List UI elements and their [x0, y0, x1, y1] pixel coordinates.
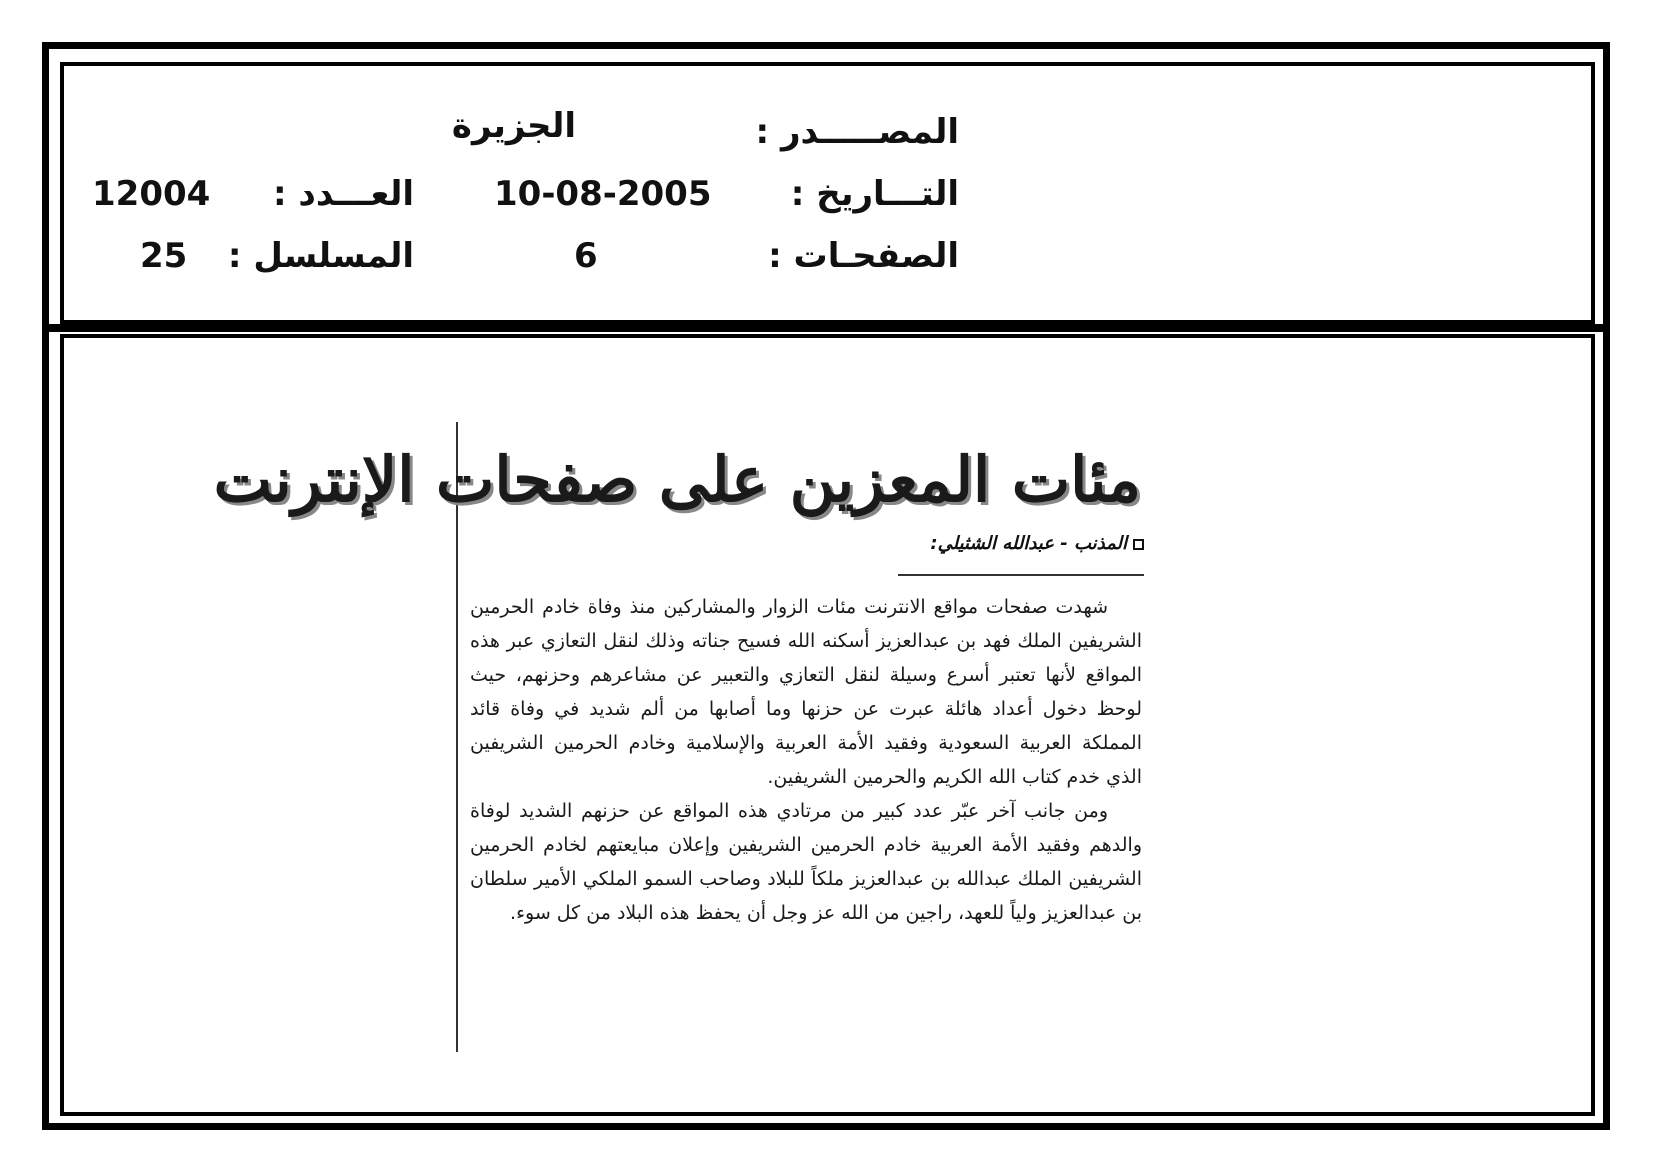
byline-text: المذنب - عبدالله الشثيلي:	[930, 533, 1127, 554]
date-value: 10-08-2005	[494, 174, 712, 214]
issue-value: 12004	[92, 174, 211, 214]
article-byline	[930, 530, 1144, 558]
square-bullet-icon	[1133, 539, 1144, 550]
date-label: التـــاريخ :	[790, 174, 959, 214]
serial-label: المسلسل :	[227, 236, 414, 276]
serial-value: 25	[140, 236, 188, 276]
pages-value: 6	[574, 236, 598, 276]
header-divider	[49, 324, 1603, 332]
issue-label: العـــدد :	[273, 174, 414, 214]
article-paragraph: شهدت صفحات مواقع الانترنت مئات الزوار والمشاركين منذ وفاة خادم الحرمين الشريفين الملك فهد بن عبدالعزيز أسكنه الله فسيح جناته وذلك لنقل التعازي عبر هذه المواقع لأنها تعتبر أسرع وسيلة لنقل التعازي والتعبير عن مشاعرهم وحزنهم، حيث لوحظ دخول أعداد هائلة عبرت عن حزنها وما أصابها من ألم شديد في وفاة قائد المملكة العربية السعودية وفقيد الأمة العربية والإسلامية وخادم الحرمين الشريفين الذي خدم كتاب الله الكريم والحرمين الشريفين.	[470, 596, 1142, 788]
pages-label: الصفحـات :	[768, 236, 959, 276]
article-paragraph: ومن جانب آخر عبّر عدد كبير من مرتادي هذه المواقع عن حزنهم الشديد لوفاة والدهم وفقيد الأمة العربية خادم الحرمين الشريفين وإعلان مبايعتهم لخادم الحرمين الشريفين الملك عبدالله بن عبدالعزيز ملكاً للبلاد وصاحب السمو الملكي الأمير سلطان بن عبدالعزيز ولياً للعهد، راجين من الله عز وجل أن يحفظ هذه البلاد من كل سوء.	[470, 800, 1142, 924]
article-body	[470, 590, 1142, 930]
article-headline: مئات المعزين على صفحات الإنترنت	[213, 443, 1141, 516]
source-label: المصـــــدر :	[755, 112, 959, 152]
source-value: الجزيرة	[451, 106, 576, 146]
byline-underline	[898, 574, 1144, 576]
